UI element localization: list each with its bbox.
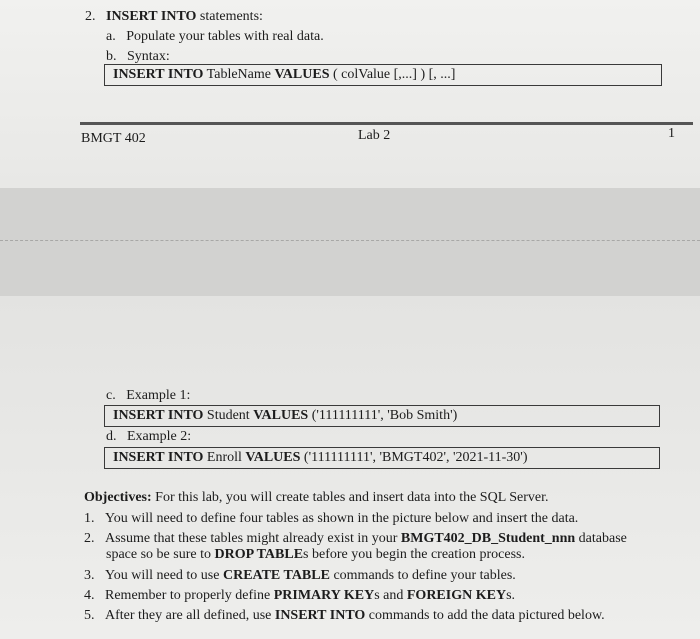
- objective-2-line2: space so be sure to DROP TABLEs before you begin the creation process.: [106, 547, 526, 562]
- page-gap-band: [0, 188, 700, 296]
- objective-3: 3. You will need to use CREATE TABLE commands to define your tables.: [84, 568, 516, 583]
- footer-rule: [80, 122, 693, 125]
- section-2-heading: 2. INSERT INTO statements:: [85, 9, 263, 24]
- item-d: d. Example 2:: [106, 429, 192, 444]
- syntax-box: INSERT INTO TableName VALUES ( colValue [,...] ) [, ...]: [104, 64, 662, 86]
- objective-2: 2. Assume that these tables might already exist in your BMGT402_DB_Student_nnn database: [84, 531, 627, 546]
- item-b: b. Syntax:: [106, 49, 170, 64]
- example-2-box: INSERT INTO Enroll VALUES ('111111111', 'BMGT402', '2021-11-30'): [104, 447, 660, 469]
- upper-page: [0, 0, 700, 188]
- course-code: BMGT 402: [81, 131, 146, 146]
- objective-4: 4. Remember to properly define PRIMARY KEYs and FOREIGN KEYs.: [84, 588, 516, 603]
- dashed-divider: [0, 240, 700, 241]
- item-a: a. Populate your tables with real data.: [106, 29, 324, 44]
- objectives-intro: Objectives: For this lab, you will create tables and insert data into the SQL Server.: [84, 490, 549, 505]
- objective-5: 5. After they are all defined, use INSERT INTO commands to add the data pictured below.: [84, 608, 605, 623]
- item-c: c. Example 1:: [106, 388, 191, 403]
- example-1-box: INSERT INTO Student VALUES ('111111111', 'Bob Smith'): [104, 405, 660, 427]
- objective-1: 1. You will need to define four tables as shown in the picture below and insert the data.: [84, 511, 579, 526]
- page-number: 1: [668, 126, 675, 141]
- lab-title: Lab 2: [358, 128, 391, 143]
